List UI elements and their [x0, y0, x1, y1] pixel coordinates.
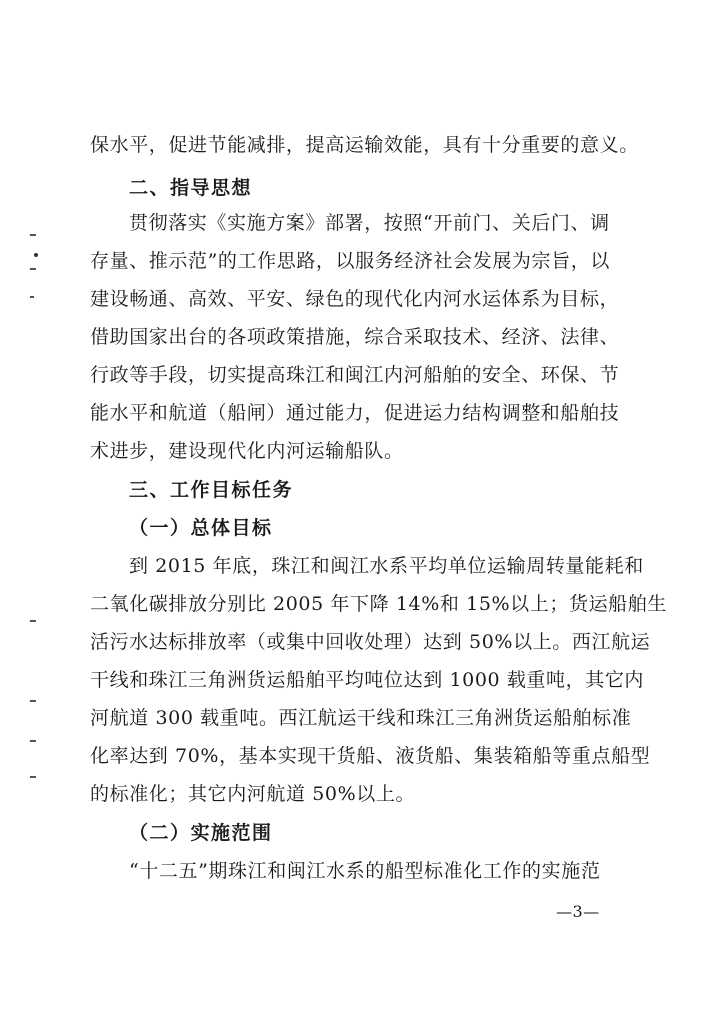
paragraph-line: 河航道 300 载重吨。西江航运干线和珠江三角洲货运船舶标准 — [90, 707, 632, 729]
paragraph-line: 存量、推示范”的工作思路，以服务经济社会发展为宗旨，以 — [90, 250, 610, 272]
paragraph-line: 的标准化；其它内河航道 50%以上。 — [90, 783, 416, 805]
section-heading: 二、指导思想 — [129, 177, 253, 199]
paragraph-line: 保水平，促进节能减排，提高运输效能，具有十分重要的意义。 — [90, 134, 639, 156]
paragraph-line: 贯彻落实《实施方案》部署，按照“开前门、关后门、调 — [129, 212, 610, 234]
margin-mark — [30, 740, 36, 742]
margin-mark — [30, 700, 36, 702]
margin-mark — [30, 234, 36, 236]
section-heading: 三、工作目标任务 — [129, 479, 294, 501]
paragraph-line: 活污水达标排放率（或集中回收处理）达到 50%以上。西江航运 — [90, 631, 651, 653]
paragraph-line: “十二五”期珠江和闽江水系的船型标准化工作的实施范 — [129, 860, 601, 882]
paragraph-line: 干线和珠江三角洲货运船舶平均吨位达到 1000 载重吨，其它内 — [90, 669, 645, 691]
paragraph-line: 建设畅通、高效、平安、绿色的现代化内河水运体系为目标， — [90, 288, 620, 310]
paragraph-line: 能水平和航道（船闸）通过能力，促进运力结构调整和船舶技 — [90, 402, 620, 424]
paragraph-line: 术进步，建设现代化内河运输船队。 — [90, 440, 404, 462]
paragraph-line: 行政等手段，切实提高珠江和闽江内河船舶的安全、环保、节 — [90, 364, 620, 386]
margin-mark — [30, 776, 36, 778]
margin-mark — [30, 296, 34, 298]
paragraph-line: 化率达到 70%，基本实现干货船、液货船、集装箱船等重点船型 — [90, 745, 651, 767]
subsection-heading: （二）实施范围 — [129, 822, 273, 844]
margin-mark — [30, 268, 36, 270]
paragraph-line: 到 2015 年底，珠江和闽江水系平均单位运输周转量能耗和 — [129, 555, 644, 577]
paragraph-line: 借助国家出台的各项政策措施，综合采取技术、经济、法律、 — [90, 326, 620, 348]
paragraph-line: 二氧化碳排放分别比 2005 年下降 14%和 15%以上；货运船舶生 — [90, 593, 667, 615]
margin-dot — [34, 253, 38, 257]
subsection-heading: （一）总体目标 — [129, 517, 273, 539]
margin-mark — [30, 620, 36, 622]
page-number: —3— — [556, 902, 600, 921]
